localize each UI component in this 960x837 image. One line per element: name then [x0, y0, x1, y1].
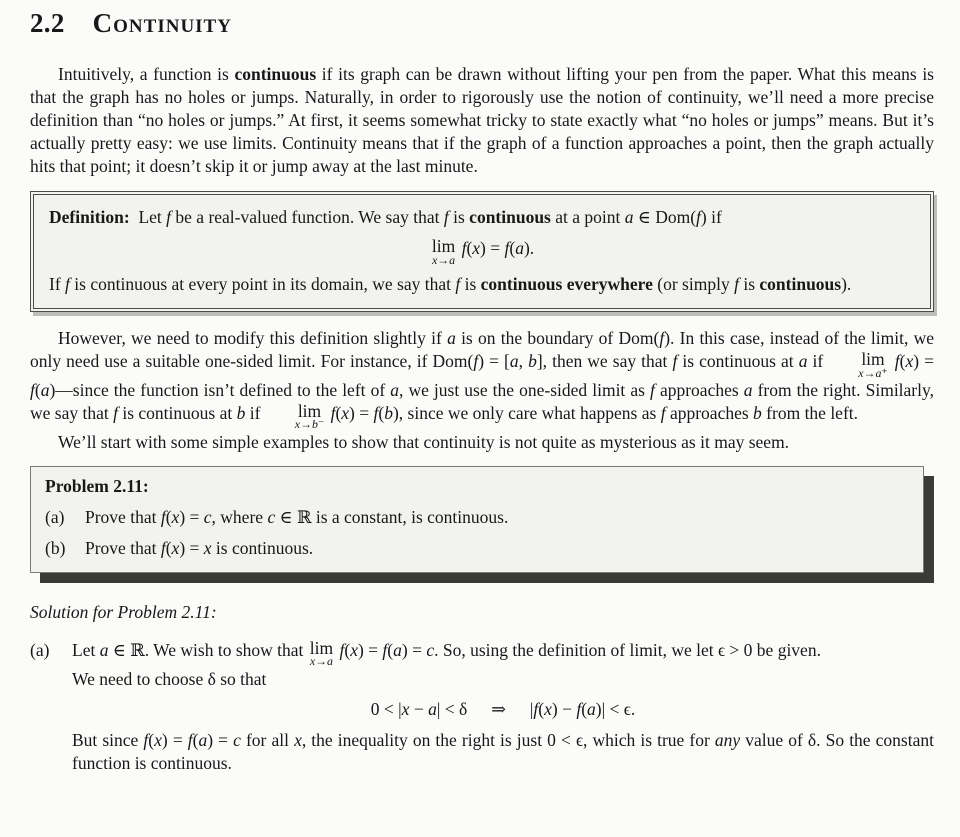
examples-paragraph: We’ll start with some simple examples to show that continuity is not quite as mysterious as it may seem. — [58, 431, 790, 452]
solution-conclusion: But since f(x) = f(a) = c for all x, the inequality on the right is just 0 < ϵ, which is true for any value of δ. So the constant function is continuous. — [72, 729, 934, 773]
problem-item-a — [45, 506, 909, 529]
problem-item-a-text: Prove that f(x) = c, where c ∈ ℝ is a constant, is continuous. — [85, 506, 509, 527]
definition-box — [30, 191, 934, 312]
section-heading — [30, 8, 934, 39]
solution-label: Solution for Problem 2.11: — [30, 601, 217, 622]
problem-box — [30, 466, 924, 573]
problem-item-b — [45, 537, 909, 560]
solution-part-a-body — [72, 639, 934, 775]
intro-paragraph: Intuitively, a function is continuous if its graph can be drawn without lifting your pen from the paper. What this means is that the graph has no holes or jumps. Naturally, in order to rigorously use the notion of continuity, we’ll need a more precise definition than “no holes or jumps.” At first, it seems somewhat tricky to state exactly what “no holes or jumps” means. But it’s actually pretty easy: we use limits. Continuity means that if the graph of a function approaches a point, then the graph actually hits that point; it doesn’t skip it or jump away at the last minute. — [30, 64, 934, 176]
solution-equation: 0 < |x − a| < δ ⇒ |f(x) − f(a)| < ϵ. — [370, 698, 636, 719]
definition-intro: Definition: Let f be a real-valued function. We say that f is continuous at a point a ∈ Dom(f) if — [49, 207, 722, 227]
boundary-paragraph: However, we need to modify this definition slightly if a is on the boundary of Dom(f). In this case, instead of the limit, we only need use a suitable one-sided limit. For instance, if Dom(f) = [a, b], then we say that f is continuous at a if lim x→a⁺ f(x) = f(a)—since the function isn’t defined to the left of a, we just use the one-sided limit as f approaches a from the right. Similarly, we say that f is continuous at b if lim x→b⁻ f(x) = f(b), since we only care what happens as f approaches b from the left. — [30, 327, 935, 432]
problem-item-b-text: Prove that f(x) = x is continuous. — [85, 537, 314, 558]
problem-title: Problem 2.11: — [45, 475, 149, 496]
solution-part-a — [30, 639, 934, 775]
definition-equation: lim x→a f(x) = f(a). — [431, 236, 535, 267]
definition-after: If f is continuous at every point in its domain, we say that f is continuous everywhere (or simply f is continuous). — [49, 273, 852, 294]
problem-item-b-tag: (b) — [45, 537, 66, 558]
section-number: 2.2 — [30, 8, 65, 38]
section-title: Continuity — [92, 8, 232, 38]
solution-line1: Let a ∈ ℝ. We wish to show that lim x→a f(x) = f(a) = c. So, using the definition of limit, we let ϵ > 0 be given. — [72, 637, 821, 669]
problem-item-a-tag: (a) — [45, 506, 65, 527]
solution-line2: We need to choose δ so that — [72, 668, 267, 689]
solution-part-a-tag: (a) — [30, 639, 50, 660]
